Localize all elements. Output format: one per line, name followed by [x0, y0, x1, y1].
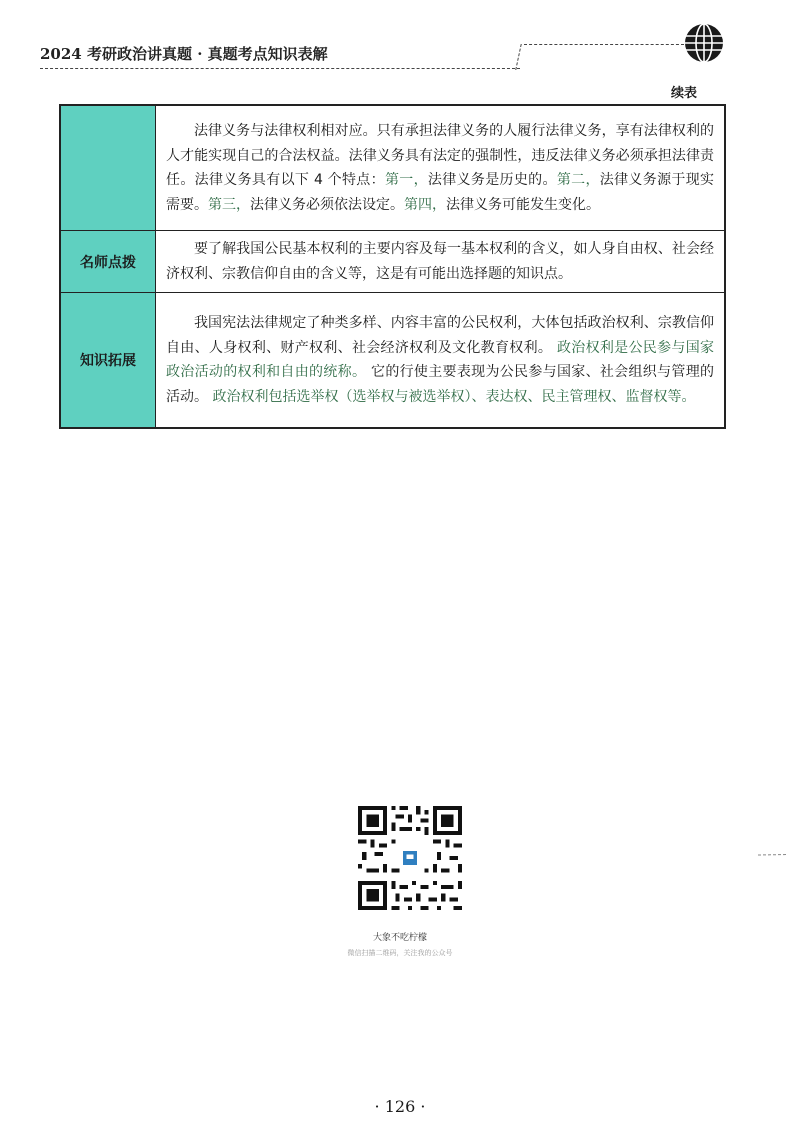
text-segment: 要了解我国公民基本权利的主要内容及每一基本权利的含义，如人身自由权、社会经济权利、宗教信仰自由的含义等，这是有可能出选择题的知识点。 [166, 241, 714, 282]
highlight-segment: 第一， [384, 172, 428, 188]
table-row-extension [60, 293, 725, 429]
header-rule [40, 68, 520, 69]
row-text [166, 119, 714, 217]
table-row-obligation [60, 105, 725, 231]
header-rule-right [524, 44, 684, 45]
text-segment: 法律义务与法律权利相对应。只有承担法律义务的人履行法律义务，享有法律权利的人才能实现自己的合法权益。法律义务具有法定的强制性，违反法律义务必须承担法律责任。法律义务具有以下 4 个特点： [166, 123, 714, 188]
header-rule-slant [515, 44, 524, 70]
row-content [156, 231, 726, 293]
text-segment: 法律义务是历史的。 [427, 172, 557, 188]
text-segment: 法律义务可能发生变化。 [446, 196, 600, 213]
highlight-segment: 第三， [208, 196, 250, 213]
page-number: · 126 · [374, 1097, 426, 1116]
highlight-segment: 政治权利是公民参与国家政治活动的权利和自由的统称。 [166, 339, 714, 380]
text-segment: 法律义务必须依法设定。 [250, 196, 404, 213]
text-segment: 法律义务源于现实需要。 [166, 172, 715, 213]
row-text [166, 311, 714, 409]
row-label: 名师点拨 [60, 231, 156, 293]
highlight-segment: 政治权利包括选举权（选举权与被选举权）、表达权、民主管理权、监督权等。 [208, 388, 696, 405]
highlight-segment: 第四， [404, 196, 446, 213]
qr-code[interactable] [358, 806, 462, 910]
knowledge-table [59, 104, 726, 429]
text-segment: 它的行使主要表现为公民参与国家、社会组织与管理的活动。 [166, 364, 715, 405]
qr-caption: 大象不吃柠檬 [372, 933, 427, 943]
scan-smudge [758, 853, 788, 857]
table-row-teacher-tip [60, 231, 725, 293]
qr-subcaption: 微信扫描二维码，关注我的公众号 [347, 949, 453, 957]
highlight-segment: 第二， [556, 172, 600, 188]
row-content [156, 293, 726, 429]
globe-icon [683, 22, 725, 64]
row-label [60, 105, 156, 231]
row-text [166, 237, 714, 286]
header-title: 2024 考研政治讲真题 · 真题考点知识表解 [40, 45, 328, 63]
text-segment: 我国宪法法律规定了种类多样、内容丰富的公民权利，大体包括政治权利、宗教信仰自由、人身权利、财产权利、社会经济权利及文化教育权利。 [166, 315, 714, 356]
row-content [156, 105, 726, 231]
continued-label: 续表 [670, 86, 697, 101]
row-label: 知识拓展 [60, 293, 156, 429]
